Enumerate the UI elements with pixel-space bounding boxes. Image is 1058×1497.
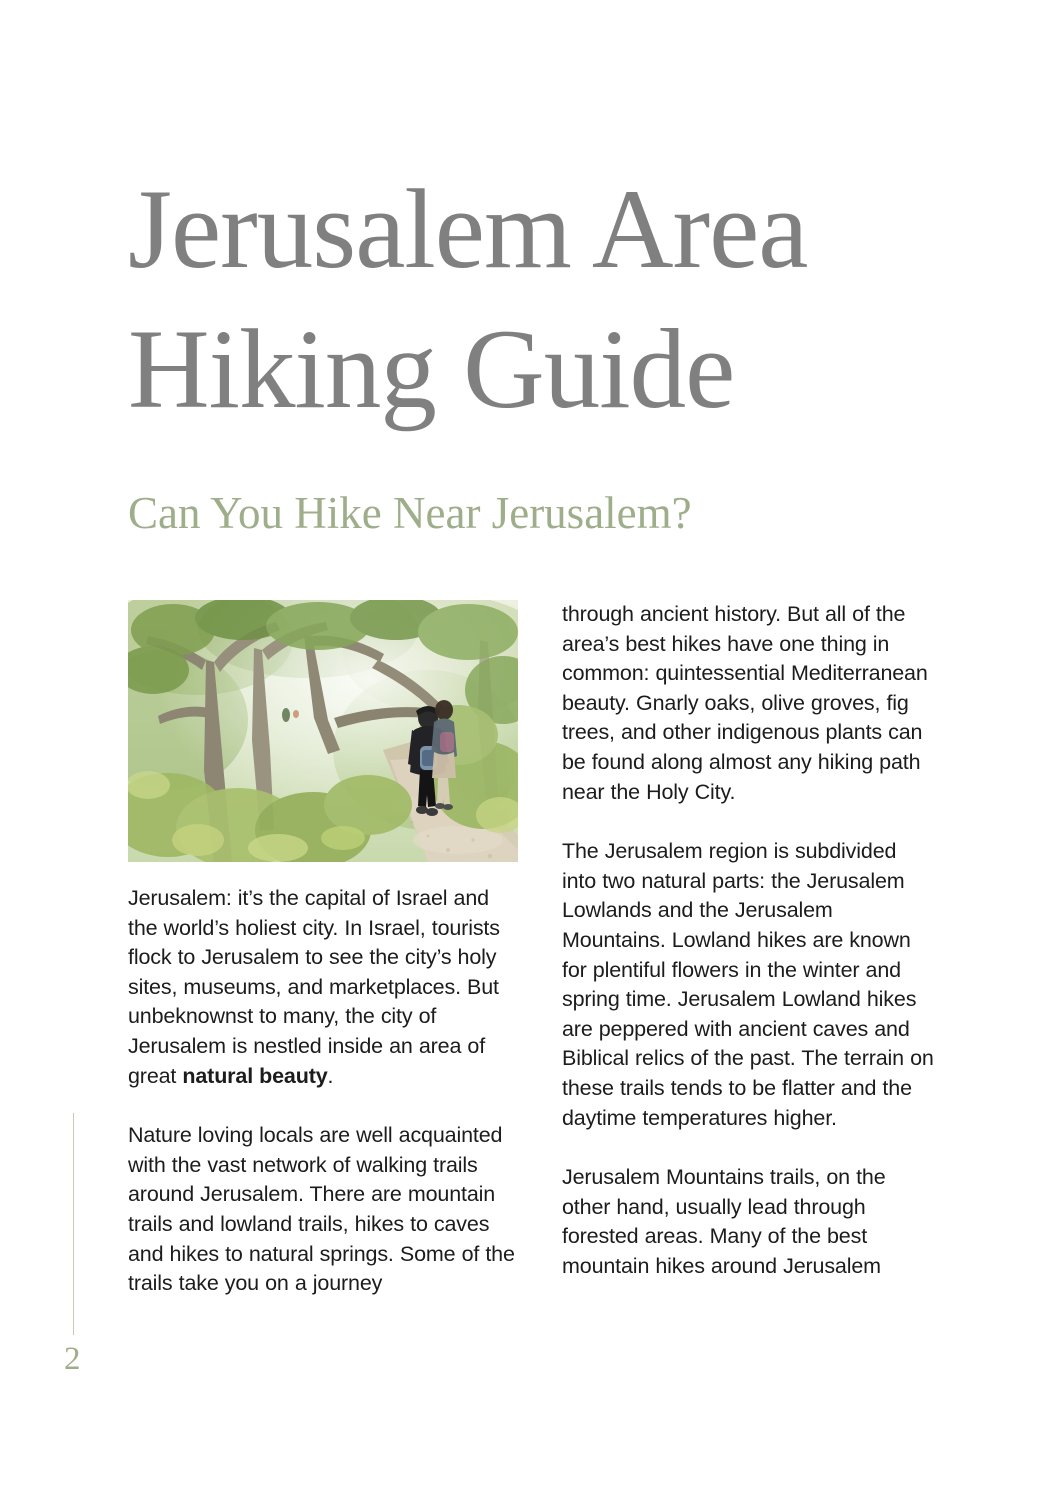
text-segment: Nature loving locals are well acquainted with the vast network of walking trails around Jerusalem. There are mountain trails and lowland trails, hikes to caves and hikes to natural springs. Some of the trails take you on a journey [128,1123,515,1296]
page-title-line-2: Hiking Guide [128,307,735,432]
paragraph [562,1163,934,1281]
text-segment: . [327,1063,334,1088]
page-title [128,160,928,440]
margin-rule [73,1113,74,1335]
page-number: 2 [64,1341,81,1377]
hikers-forest-trail-photo [128,600,518,862]
text-segment: Jerusalem: it’s the capital of Israel and the world’s holiest city. In Israel, tourists flock to Jerusalem to see the city’s holy sites, museums, and marketplaces. But unbeknownst to many, the city of Jerusalem is nestled inside an area of great [128,886,500,1088]
paragraph [128,1121,520,1299]
text-segment-bold: natural beauty [182,1063,328,1088]
page-subtitle: Can You Hike Near Jerusalem? [128,488,692,538]
right-text-column [562,600,934,1281]
page-title-line-1: Jerusalem Area [128,167,808,292]
paragraph [128,884,520,1091]
left-text-column [128,600,520,1299]
text-segment: Jerusalem Mountains trails, on the other hand, usually lead through forested areas. Many of the best mountain hikes around Jerusalem [562,1165,886,1278]
paragraph [562,837,934,1133]
paragraph [562,600,934,807]
text-segment: The Jerusalem region is subdivided into two natural parts: the Jerusalem Lowlands and the Jerusalem Mountains. Lowland hikes are known for plentiful flowers in the winter and spring time. Jerusalem Lowland hikes are peppered with ancient caves and Biblical relics of the past. The terrain on these trails tends to be flatter and the daytime temperatures higher. [562,839,934,1130]
text-segment: through ancient history. But all of the area’s best hikes have one thing in common: quintessential Mediterranean beauty. Gnarly oaks, olive groves, fig trees, and other indigenous plants can be found along almost any hiking path near the Holy City. [562,602,928,804]
